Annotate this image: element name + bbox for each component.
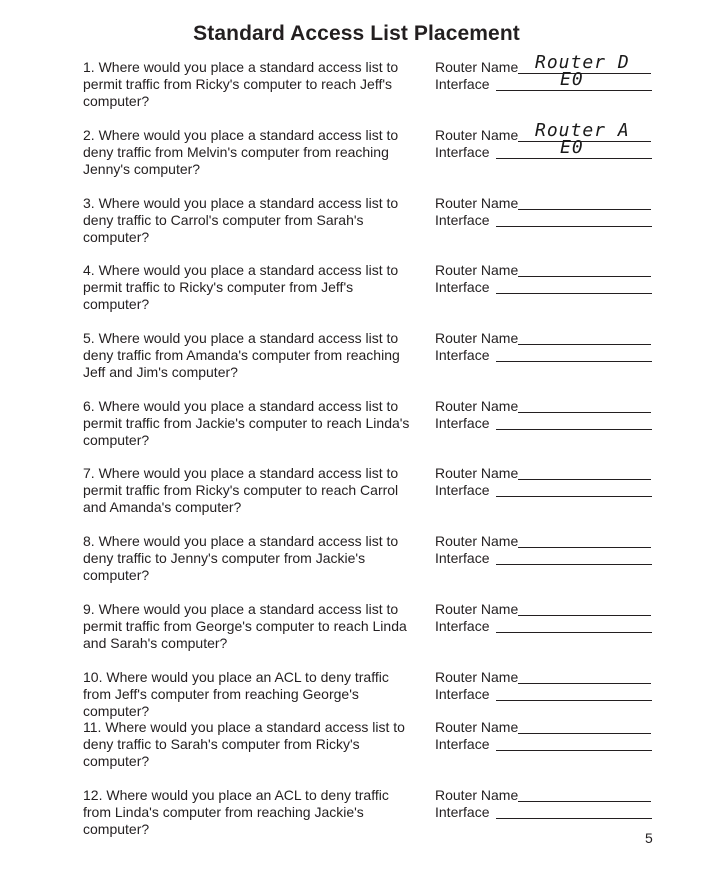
interface-row	[435, 137, 655, 161]
router-name-field[interactable]	[518, 615, 651, 616]
interface-field[interactable]	[496, 226, 652, 227]
interface-row	[435, 804, 655, 821]
interface-label: Interface	[435, 804, 490, 820]
interface-label: Interface	[435, 279, 490, 295]
router-name-row	[435, 120, 655, 144]
router-name-label: Router Name	[435, 59, 519, 75]
router-name-row	[435, 719, 655, 736]
answer-block-4	[435, 262, 655, 296]
answer-block-12	[435, 787, 655, 821]
question-1: 1. Where would you place a standard access list to permit traffic from Ricky's computer to reach Jeff's computer?	[83, 59, 399, 109]
router-name-row	[435, 669, 655, 686]
interface-label: Interface	[435, 347, 490, 363]
router-name-row	[435, 195, 655, 212]
router-name-field[interactable]	[518, 412, 651, 413]
router-name-field[interactable]	[518, 733, 651, 734]
interface-label: Interface	[435, 618, 490, 634]
router-name-row	[435, 787, 655, 804]
interface-field[interactable]	[496, 293, 652, 294]
question-8: 8. Where would you place a standard access list to deny traffic to Jenny's computer from Jackie's computer?	[83, 533, 399, 583]
router-name-field[interactable]	[518, 276, 651, 277]
router-name-label: Router Name	[435, 330, 519, 346]
router-name-field[interactable]	[518, 344, 651, 345]
interface-row	[435, 69, 655, 93]
router-name-label: Router Name	[435, 195, 519, 211]
answer-block-7	[435, 465, 655, 499]
router-name-label: Router Name	[435, 719, 519, 735]
router-name-answer: Router A	[535, 120, 630, 141]
interface-label: Interface	[435, 736, 490, 752]
answer-block-3	[435, 195, 655, 229]
interface-label: Interface	[435, 415, 490, 431]
answer-block-6	[435, 398, 655, 432]
router-name-label: Router Name	[435, 533, 519, 549]
question-9: 9. Where would you place a standard access list to permit traffic from George's computer to reach Linda and Sarah's computer?	[83, 601, 407, 651]
interface-field[interactable]	[496, 750, 652, 751]
interface-label: Interface	[435, 144, 490, 160]
question-12: 12. Where would you place an ACL to deny traffic from Linda's computer from reaching Jackie's computer?	[83, 787, 389, 837]
router-name-label: Router Name	[435, 127, 519, 143]
interface-row	[435, 550, 655, 567]
interface-row	[435, 618, 655, 635]
question-10: 10. Where would you place an ACL to deny traffic from Jeff's computer from reaching George's computer?	[83, 669, 389, 719]
interface-field[interactable]	[496, 818, 652, 819]
answer-block-10	[435, 669, 655, 703]
router-name-row	[435, 330, 655, 347]
router-name-field[interactable]	[518, 547, 651, 548]
page-title: Standard Access List Placement	[193, 22, 520, 45]
interface-row	[435, 415, 655, 432]
interface-row	[435, 736, 655, 753]
router-name-field[interactable]	[518, 141, 651, 142]
interface-row	[435, 279, 655, 296]
interface-field[interactable]	[496, 700, 652, 701]
question-5: 5. Where would you place a standard access list to deny traffic from Amanda's computer from reaching Jeff and Jim's computer?	[83, 330, 400, 380]
router-name-field[interactable]	[518, 73, 651, 74]
router-name-label: Router Name	[435, 262, 519, 278]
router-name-label: Router Name	[435, 601, 519, 617]
router-name-row	[435, 601, 655, 618]
router-name-row	[435, 262, 655, 279]
router-name-label: Router Name	[435, 398, 519, 414]
page-number: 5	[645, 830, 653, 846]
question-11: 11. Where would you place a standard access list to deny traffic to Sarah's computer from Ricky's computer?	[83, 719, 405, 769]
interface-label: Interface	[435, 76, 490, 92]
router-name-row	[435, 465, 655, 482]
answer-block-1	[435, 52, 655, 93]
router-name-label: Router Name	[435, 669, 519, 685]
answer-block-11	[435, 719, 655, 753]
answer-block-5	[435, 330, 655, 364]
interface-field[interactable]	[496, 564, 652, 565]
interface-field[interactable]	[496, 361, 652, 362]
interface-row	[435, 482, 655, 499]
question-7: 7. Where would you place a standard access list to permit traffic from Ricky's computer to reach Carrol and Amanda's computer?	[83, 465, 399, 515]
interface-label: Interface	[435, 550, 490, 566]
router-name-field[interactable]	[518, 683, 651, 684]
router-name-field[interactable]	[518, 209, 651, 210]
interface-row	[435, 347, 655, 364]
interface-label: Interface	[435, 212, 490, 228]
interface-row	[435, 686, 655, 703]
interface-answer: E0	[560, 137, 584, 158]
interface-label: Interface	[435, 686, 490, 702]
interface-field[interactable]	[496, 496, 652, 497]
router-name-row	[435, 533, 655, 550]
question-4: 4. Where would you place a standard access list to permit traffic to Ricky's computer from Jeff's computer?	[83, 262, 399, 312]
interface-answer: E0	[560, 69, 584, 90]
interface-field[interactable]	[496, 90, 652, 91]
interface-field[interactable]	[496, 429, 652, 430]
answer-block-2	[435, 120, 655, 161]
interface-row	[435, 212, 655, 229]
router-name-field[interactable]	[518, 801, 651, 802]
router-name-answer: Router D	[535, 52, 630, 73]
router-name-row	[435, 398, 655, 415]
question-6: 6. Where would you place a standard access list to permit traffic from Jackie's computer to reach Linda's computer?	[83, 398, 410, 448]
router-name-field[interactable]	[518, 479, 651, 480]
question-2: 2. Where would you place a standard access list to deny traffic from Melvin's computer from reaching Jenny's computer?	[83, 127, 399, 177]
answer-block-8	[435, 533, 655, 567]
router-name-row	[435, 52, 655, 76]
interface-field[interactable]	[496, 632, 652, 633]
router-name-label: Router Name	[435, 787, 519, 803]
question-3: 3. Where would you place a standard access list to deny traffic to Carrol's computer from Sarah's computer?	[83, 195, 399, 245]
answer-block-9	[435, 601, 655, 635]
interface-label: Interface	[435, 482, 490, 498]
interface-field[interactable]	[496, 158, 652, 159]
router-name-label: Router Name	[435, 465, 519, 481]
